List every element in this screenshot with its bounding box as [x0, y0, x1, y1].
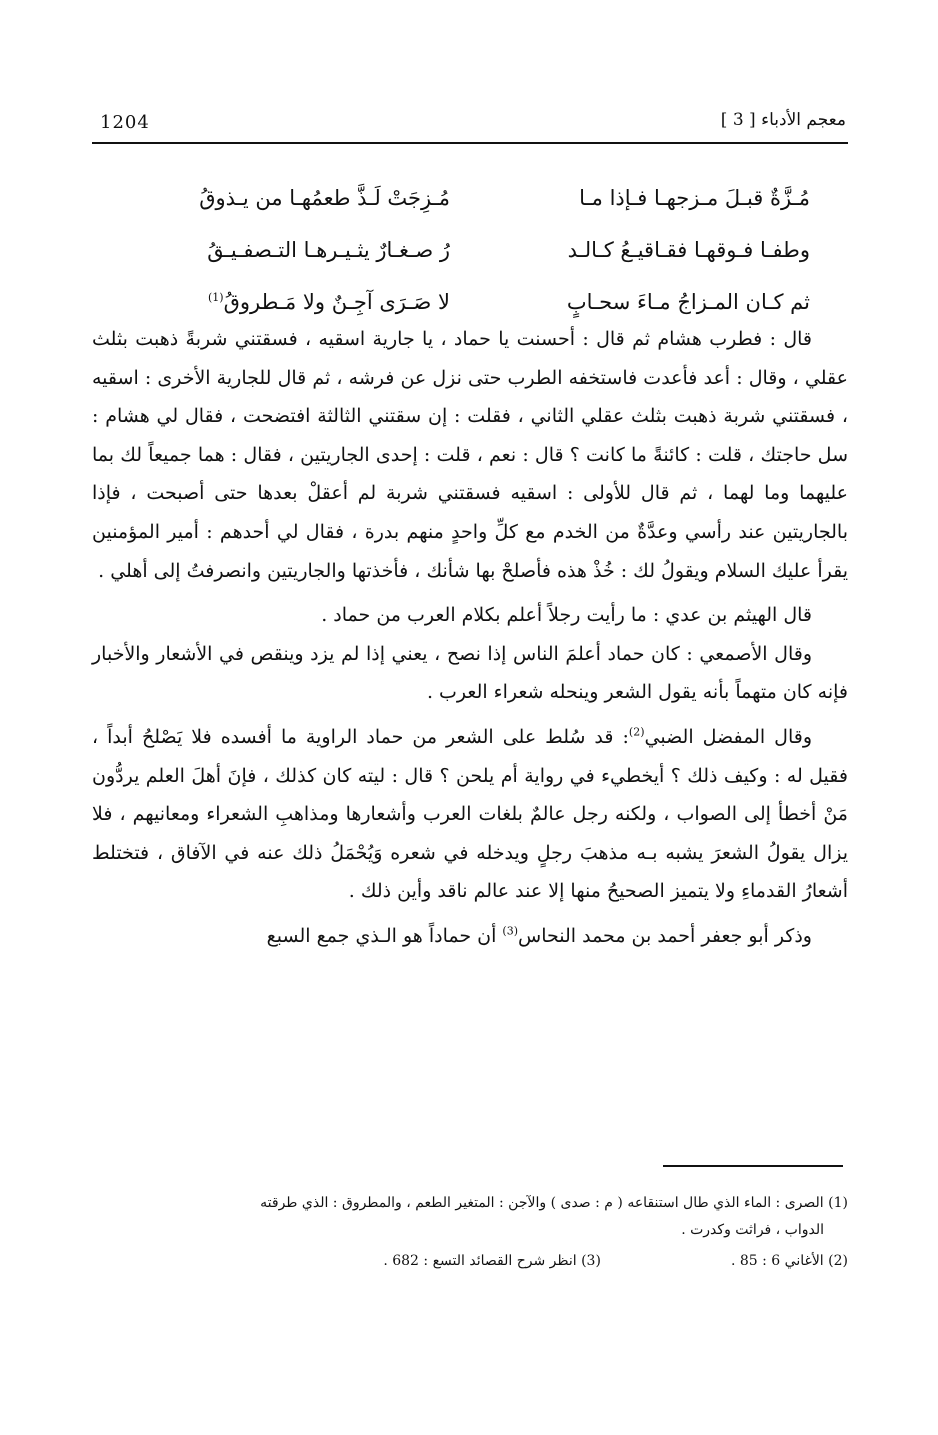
- footnote-3: (3) انظر شرح القصائد التسع : 682 .: [383, 1253, 601, 1269]
- footnote-ref: (2): [628, 725, 645, 739]
- paragraph: [92, 917, 848, 956]
- verse-first-hemistich: مُـزَّةٌ قبـلَ مـزجهـا فـإذا مـا: [579, 186, 810, 210]
- paragraph-text: : قد سُلط على الشعر من حماد الراوية ما أفسده فلا يَصْلحُ أبداً ، فقيل له : وكيف ذلك ؟ أيخطيء في رواية أم يلحن ؟ قال : ليته كان كذلك ، فإنَ أهلَ العلم يردُّون مَنْ أخطأ إلى الصواب ، ولكنه رجل عالمٌ بلغات العرب وأشعارها ومذاهبِ الشعراء ومعانيهم ، فلا يزال يقولُ الشعرَ يشبه بـه مذهبَ رجلٍ ويدخله في شعره وَيُحْمَلُ ذلك عنه في الآفاق ، فتختلط أشعارُ القدماءِ ولا يتميز الصحيحُ منها إلا عند عالم ناقد وأين ذلك .: [92, 725, 848, 903]
- verse-second-hemistich: رُ صـغـارٌ يثـيـرهـا التـصفـيـقُ: [207, 238, 450, 262]
- page-number: 1204: [100, 112, 150, 133]
- paragraph-text: أن حماداً هو الـذي جمع السبع: [266, 924, 503, 947]
- poem-verses: [120, 172, 810, 328]
- running-title: معجم الأدباء [ 3 ]: [720, 110, 846, 130]
- footnote-divider: [663, 1165, 843, 1167]
- footnote-ref: (1): [208, 291, 224, 304]
- main-text: [92, 320, 848, 956]
- verse-first-hemistich: وطفـا فـوقهـا فقـاقيـعُ كـالـد: [567, 238, 810, 262]
- footnote-2: (2) الأغاني 6 : 85 .: [730, 1253, 848, 1269]
- verse-second-hemistich: مُـزِجَتْ لَـذَّ طعمُهـا من يـذوقُ: [199, 186, 450, 210]
- footnotes: [92, 1190, 848, 1275]
- footnote-ref: (3): [502, 924, 519, 938]
- paragraph-text: وذكر أبو جعفر أحمد بن محمد النحاس: [518, 924, 812, 947]
- verse-first-hemistich: ثم كـان المـزاجُ مـاءَ سحـابٍ: [566, 290, 810, 314]
- verse-text: لا صَـرَى آجِـنٌ ولا مَـطروقُ: [223, 290, 450, 314]
- paragraph-text: وقال المفضل الضبي: [644, 725, 813, 748]
- paragraph: [92, 718, 848, 911]
- verse-line: [120, 224, 810, 276]
- footnote-1: (1) الصرى : الماء الذي طال استنقاعه ( م : صدى ) والآجن : المتغير الطعم ، والمطروق : الذي طرقته: [260, 1195, 848, 1211]
- paragraph: قال الهيثم بن عدي : ما رأيت رجلاً أعلم بكلام العرب من حماد .: [321, 604, 812, 627]
- page-header: [92, 108, 848, 144]
- paragraph: وقال الأصمعي : كان حماد أعلمَ الناس إذا نصح ، يعني إذا لم يزد وينقص في الأشعار والأخبار فإنه كان متهماً بأنه يقول الشعر وينحله شعراء العرب .: [92, 642, 848, 704]
- verse-line: [120, 172, 810, 224]
- footnote-1-continued: الدواب ، فراثت وكدرت .: [681, 1222, 824, 1238]
- footnote-row: [92, 1248, 848, 1275]
- paragraph: قال : فطرب هشام ثم قال : أحسنت يا حماد ، يا جارية اسقيه ، فسقتني شربةً ذهبت بثلث عقلي ، وقال : أعد فأعدت فاستخفه الطرب حتى نزل عن فرشه ، ثم قال للجارية الأخرى : اسقيه ، فسقتني شربة ذهبت بثلث عقلي الثاني ، فقلت : إن سقتني الثالثة افتضحت ، فقال لي هشام : سل حاجتك ، قلت : كائنةً ما كانت ؟ قال : نعم ، قلت : إحدى الجاريتين ، فقال : هما جميعاً لك بما عليهما وما لهما ، ثم قال للأولى : اسقيه فسقتني شربة لم أعقلْ بعدها حتى أصبحت ، فإذا بالجاريتين عند رأسي وعدَّةٌ من الخدم مع كلِّ واحدٍ منهم بدرة ، فقال لي أحدهم : أمير المؤمنين يقرأ عليك السلام ويقولُ لك : خُذْ هذه فأصلحْ بها شأنك ، فأخذتها والجاريتين وانصرفتُ إلى أهلي .: [92, 328, 848, 582]
